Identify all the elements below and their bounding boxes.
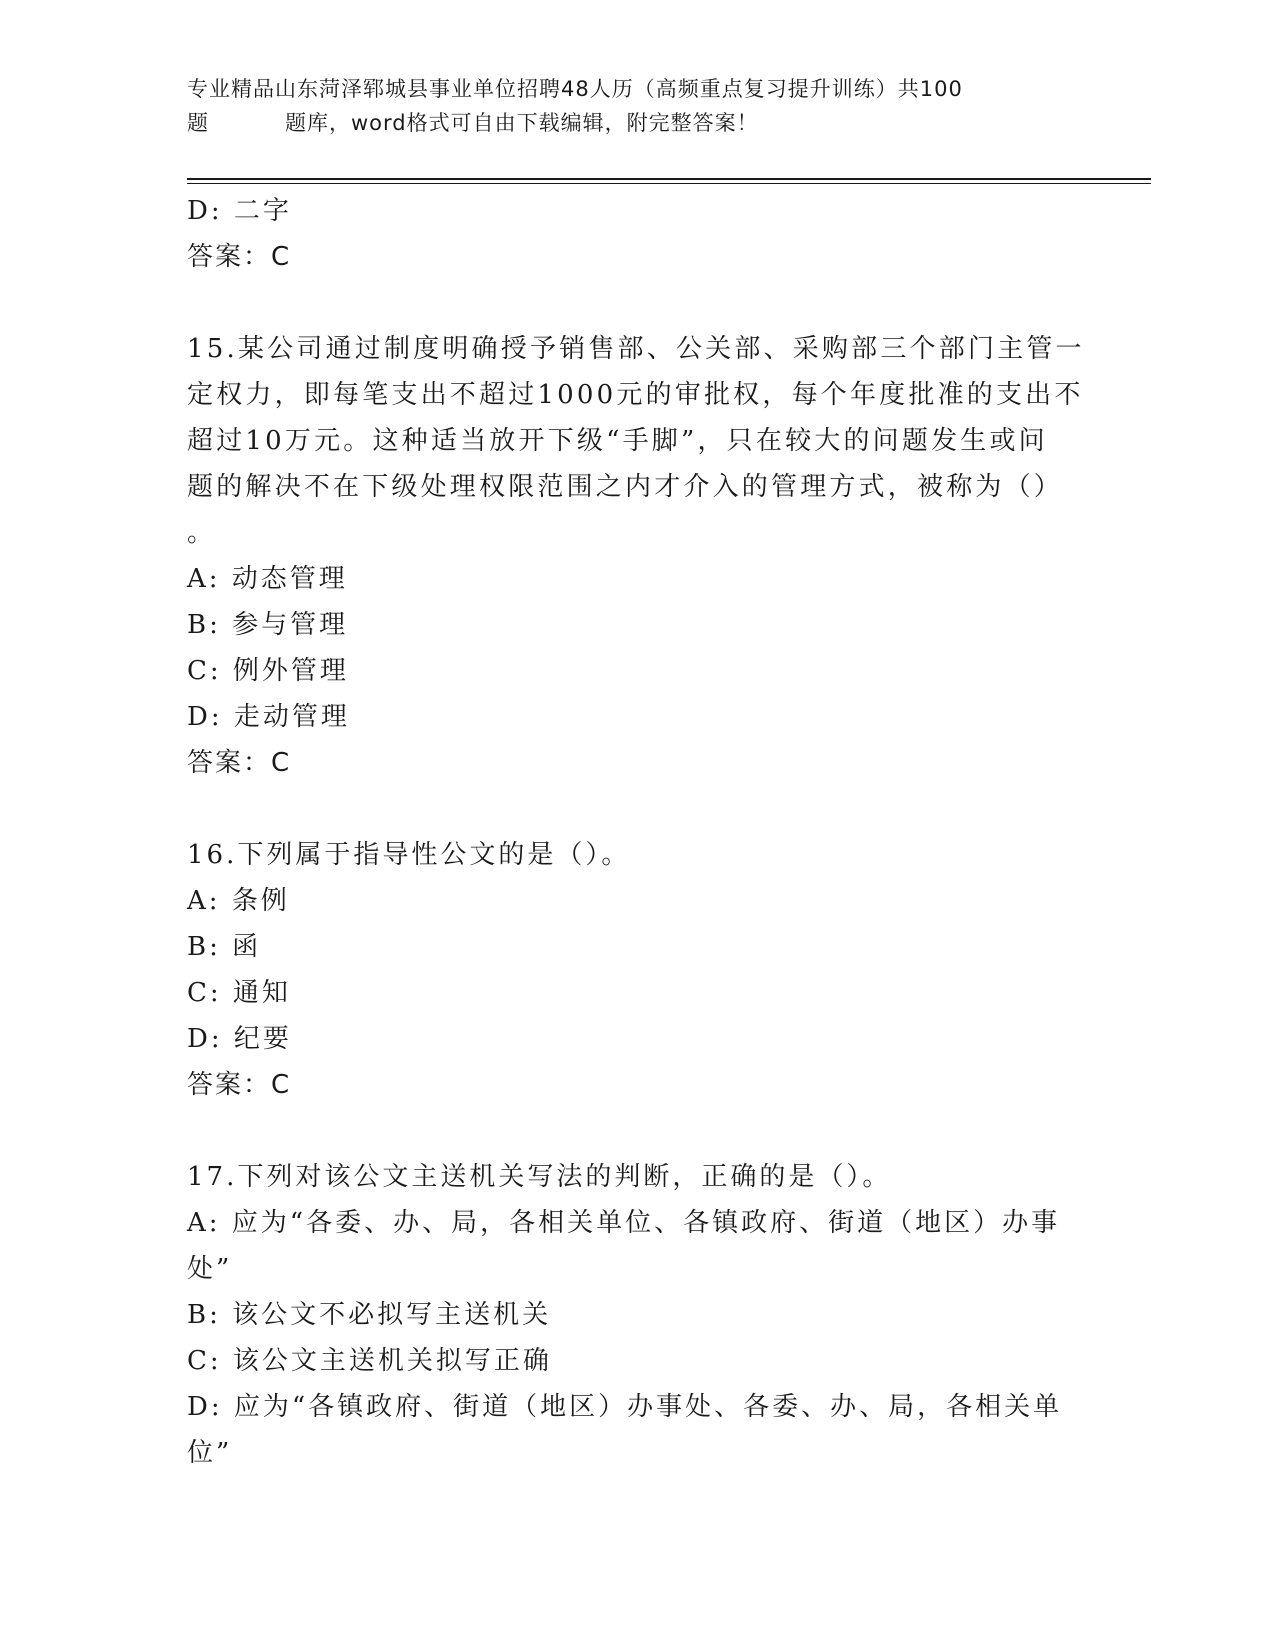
question-16-option-c: C: 通知 — [187, 978, 291, 1008]
question-16-stem: 16.下列属于指导性公文的是（）。 — [187, 840, 631, 870]
question-17-option-c: C: 该公文主送机关拟写正确 — [187, 1346, 552, 1376]
question-14-option-d: D: 二字 — [187, 196, 292, 226]
header-title-line-2-tail: 题库，word格式可自由下载编辑，附完整答案！ — [285, 111, 759, 135]
question-16-option-a: A: 条例 — [187, 886, 290, 916]
question-15-option-c: C: 例外管理 — [187, 656, 349, 686]
question-16-option-d: D: 纪要 — [187, 1024, 292, 1054]
header-title-line-1: 专业精品山东菏泽郓城县事业单位招聘48人历（高频重点复习提升训练）共100 — [187, 77, 963, 101]
question-15-stem-line: 超过10万元。这种适当放开下级“手脚”，只在较大的问题发生或问 — [187, 426, 1048, 456]
question-17-option-b: B: 该公文不必拟写主送机关 — [187, 1300, 552, 1330]
question-16-answer: 答案：C — [187, 1070, 292, 1100]
question-17-option-a: A: 应为“各委、办、局，各相关单位、各镇政府、街道（地区）办事 — [187, 1208, 1061, 1238]
question-14-answer: 答案：C — [187, 242, 292, 272]
question-15-stem — [187, 326, 1085, 556]
question-15-stem-line: 15.某公司通过制度明确授予销售部、公关部、采购部三个部门主管一 — [187, 334, 1085, 364]
question-15-answer: 答案：C — [187, 748, 292, 778]
question-15-stem-line: 定权力，即每笔支出不超过1000元的审批权，每个年度批准的支出不 — [187, 380, 1084, 410]
question-15-option-a: A: 动态管理 — [187, 564, 348, 594]
question-15-option-d: D: 走动管理 — [187, 702, 350, 732]
question-17-stem: 17.下列对该公文主送机关写法的判断，正确的是（）。 — [187, 1162, 892, 1192]
spacer — [187, 1108, 1067, 1154]
header-divider-thin — [187, 183, 1151, 184]
header-divider-thick — [187, 178, 1151, 180]
spacer — [187, 786, 1067, 832]
header-title-line-2-head: 题 — [187, 111, 209, 135]
question-17-option-a-cont: 处” — [187, 1254, 233, 1284]
question-17-option-d-cont: 位” — [187, 1438, 233, 1468]
question-15-stem-line: 。 — [187, 518, 217, 548]
question-15-option-b: B: 参与管理 — [187, 610, 349, 640]
document-header — [187, 72, 1087, 140]
header-title-line-2 — [187, 106, 1087, 140]
question-15-stem-line: 题的解决不在下级处理权限范围之内才介入的管理方式，被称为（） — [187, 472, 1064, 502]
spacer — [187, 280, 1067, 326]
document-body — [187, 188, 1085, 1476]
question-16-option-b: B: 函 — [187, 932, 262, 962]
question-17-option-d: D: 应为“各镇政府、街道（地区）办事处、各委、办、局，各相关单 — [187, 1392, 1063, 1422]
